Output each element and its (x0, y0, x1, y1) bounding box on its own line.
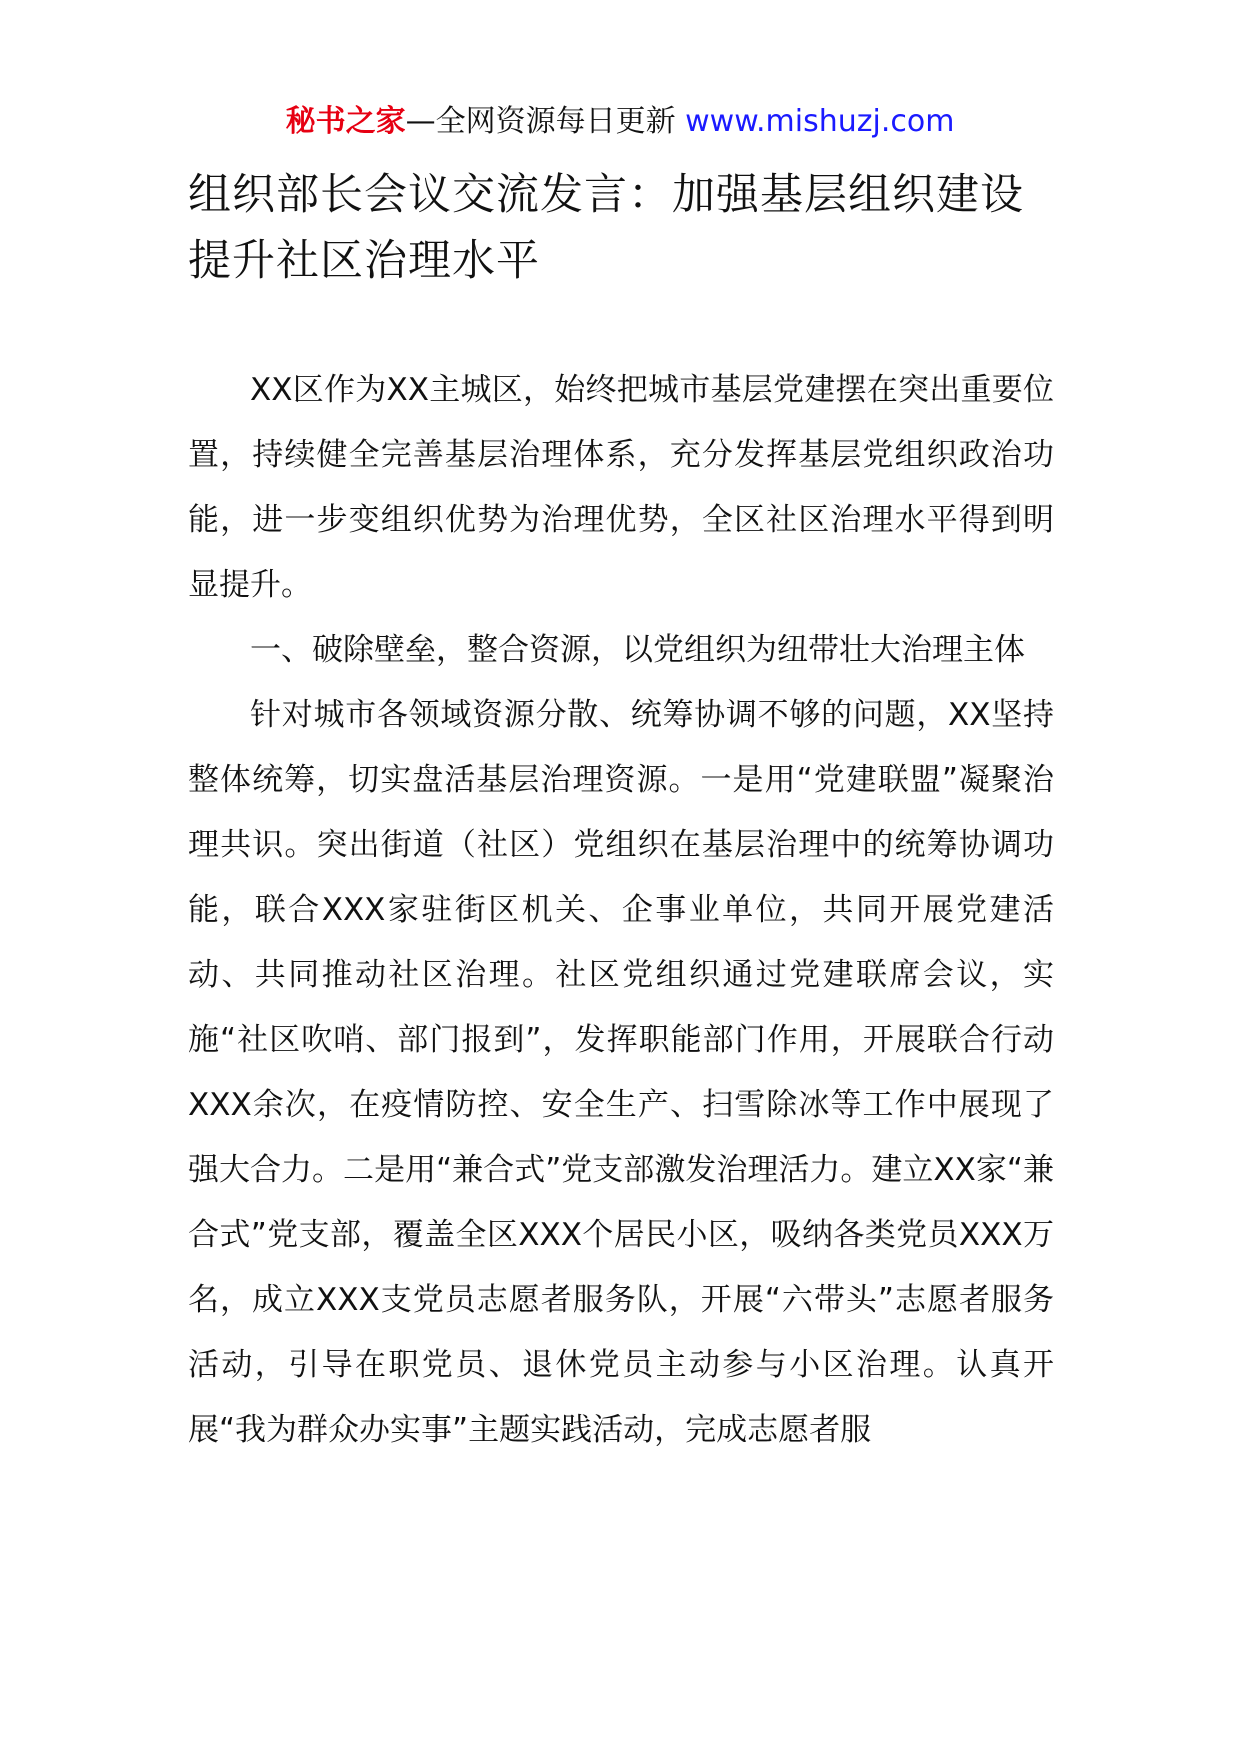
site-slogan: —全网资源每日更新 (405, 104, 686, 139)
site-name: 秘书之家 (285, 104, 406, 139)
document-body (188, 358, 1054, 1463)
document-title: 组织部长会议交流发言：加强基层组织建设 提升社区治理水平 (188, 170, 1024, 286)
site-header (0, 100, 1240, 144)
paragraph-section-1: 针对城市各领域资源分散、统筹协调不够的问题，XX坚持整体统筹，切实盘活基层治理资源。一是用“党建联盟”凝聚治理共识。突出街道（社区）党组织在基层治理中的统筹协调功能，联合XXX家驻街区机关、企事业单位，共同开展党建活动、共同推动社区治理。社区党组织通过党建联席会议，实施“社区吹哨、部门报到”，发挥职能部门作用，开展联合行动XXX余次，在疫情防控、安全生产、扫雪除冰等工作中展现了强大合力。二是用“兼合式”党支部激发治理活力。建立XX家“兼合式”党支部，覆盖全区XXX个居民小区，吸纳各类党员XXX万名，成立XXX支党员志愿者服务队，开展“六带头”志愿者服务活动，引导在职党员、退休党员主动参与小区治理。认真开展“我为群众办实事”主题实践活动，完成志愿者服 (188, 697, 1054, 1448)
paragraph-intro: XX区作为XX主城区，始终把城市基层党建摆在突出重要位置，持续健全完善基层治理体系，充分发挥基层党组织政治功能，进一步变组织优势为治理优势，全区社区治理水平得到明显提升。 (188, 372, 1054, 603)
section-heading-1: 一、破除壁垒，整合资源，以党组织为纽带壮大治理主体 (250, 632, 1025, 668)
site-url[interactable]: www.mishuzj.com (685, 104, 955, 139)
